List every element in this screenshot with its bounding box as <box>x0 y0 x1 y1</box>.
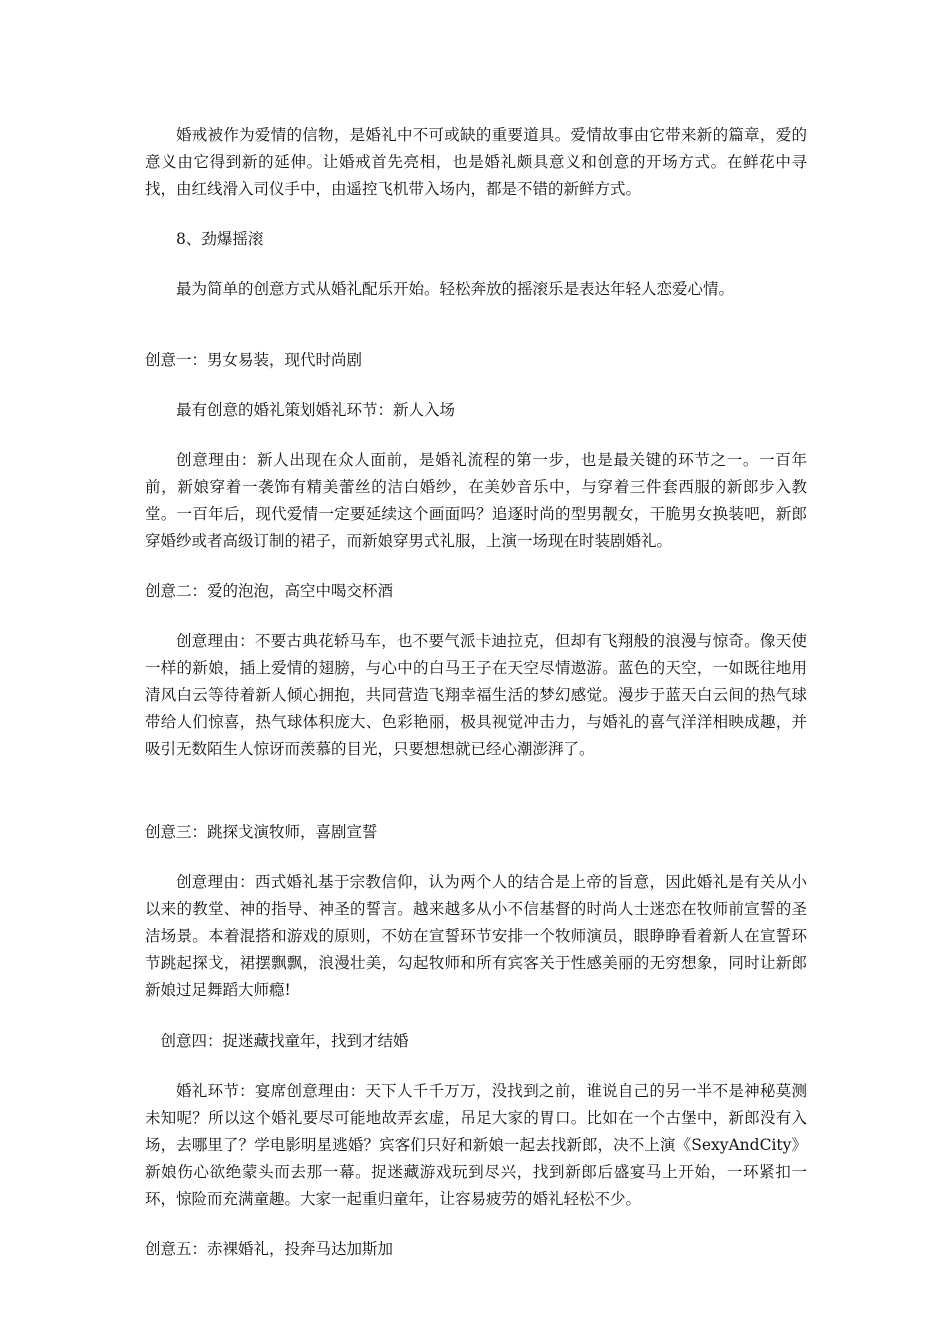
idea-one-subheading: 最有创意的婚礼策划婚礼环节：新人入场 <box>176 401 456 419</box>
idea-three-heading: 创意三：跳探戈演牧师，喜剧宣誓 <box>145 823 378 841</box>
idea-three-reason: 创意理由：西式婚礼基于宗教信仰，认为两个人的结合是上帝的旨意，因此婚礼是有关从小以来的教堂、神的指导、神圣的誓言。越来越多从小不信基督的时尚人士迷恋在牧师前宣誓的圣洁场景。本着混搭和游戏的原则，不妨在宣誓环节安排一个牧师演员，眼睁睁看着新人在宣誓环节跳起探戈，裙摆飘飘，浪漫壮美，勾起牧师和所有宾客关于性感美丽的无穷想象，同时让新郎新娘过足舞蹈大师瘾! <box>145 873 807 999</box>
idea-two-heading: 创意二：爱的泡泡，高空中喝交杯酒 <box>145 582 394 600</box>
paragraph-rock: 最为简单的创意方式从婚礼配乐开始。轻松奔放的摇滚乐是表达年轻人恋爱心情。 <box>176 280 735 298</box>
idea-two-reason: 创意理由：不要古典花轿马车，也不要气派卡迪拉克，但却有飞翔般的浪漫与惊奇。像天使一样的新娘，插上爱情的翅膀，与心中的白马王子在天空尽情遨游。蓝色的天空，一如既往地用清风白云等待着新人倾心拥抱，共同营造飞翔幸福生活的梦幻感觉。漫步于蓝天白云间的热气球带给人们惊喜，热气球体积庞大、色彩艳丽，极具视觉冲击力，与婚礼的喜气洋洋相映成趣，并吸引无数陌生人惊讶而羡慕的目光，只要想想就已经心潮澎湃了。 <box>145 632 807 758</box>
paragraph-ring: 婚戒被作为爱情的信物，是婚礼中不可或缺的重要道具。爱情故事由它带来新的篇章，爱的意义由它得到新的延伸。让婚戒首先亮相，也是婚礼颇具意义和创意的开场方式。在鲜花中寻找，由红线滑入司仪手中，由遥控飞机带入场内，都是不错的新鲜方式。 <box>145 126 807 198</box>
idea-four-reason: 婚礼环节：宴席创意理由：天下人千千万万，没找到之前，谁说自己的另一半不是神秘莫测未知呢？所以这个婚礼要尽可能地故弄玄虚，吊足大家的胃口。比如在一个古堡中，新郎没有入场，去哪里了？学电影明星逃婚？宾客们只好和新娘一起去找新郎，决不上演《SexyAndCity》新娘伤心欲绝蒙头而去那一幕。捉迷藏游戏玩到尽兴，找到新郎后盛宴马上开始，一环紧扣一环，惊险而充满童趣。大家一起重归童年，让容易疲劳的婚礼轻松不少。 <box>145 1082 807 1208</box>
idea-one-heading: 创意一：男女易装，现代时尚剧 <box>145 351 363 369</box>
section-heading-rock: 8、劲爆摇滚 <box>176 230 264 248</box>
idea-four-heading: 创意四：捉迷藏找童年，找到才结婚 <box>160 1032 409 1050</box>
document-body <box>145 122 807 1263</box>
idea-one-reason: 创意理由：新人出现在众人面前，是婚礼流程的第一步，也是最关键的环节之一。一百年前，新娘穿着一袭饰有精美蕾丝的洁白婚纱，在美妙音乐中，与穿着三件套西服的新郎步入教堂。一百年后，现代爱情一定要延续这个画面吗？追逐时尚的型男靓女，干脆男女换装吧，新郎穿婚纱或者高级订制的裙子，而新娘穿男式礼服，上演一场现在时装剧婚礼。 <box>145 451 807 550</box>
idea-five-heading: 创意五：赤裸婚礼，投奔马达加斯加 <box>145 1240 394 1258</box>
